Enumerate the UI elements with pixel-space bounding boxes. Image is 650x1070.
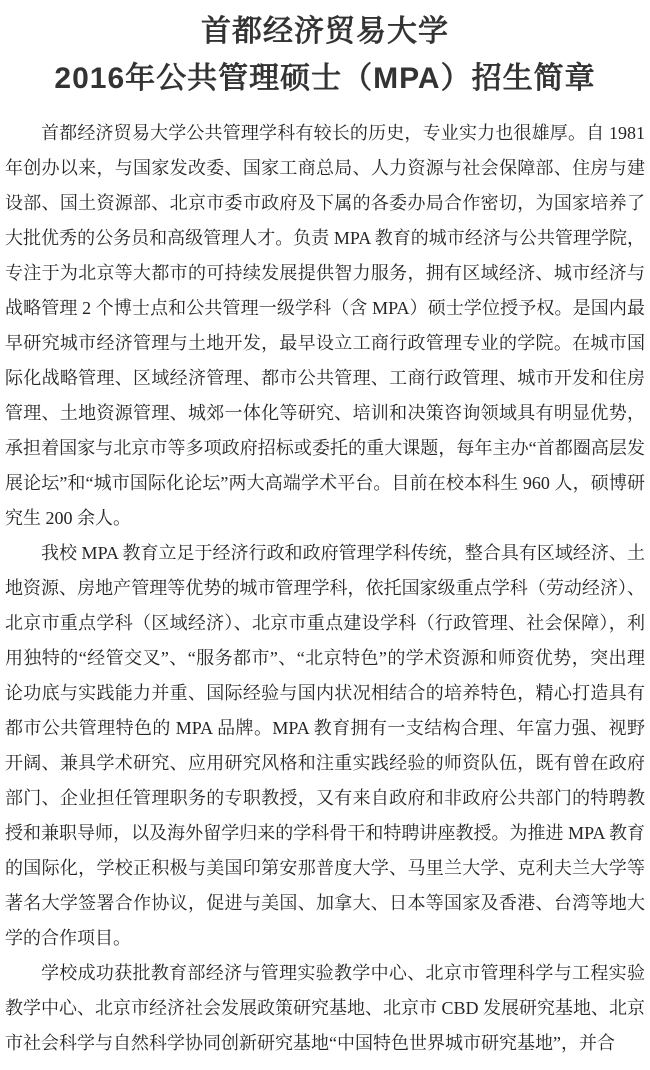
document-title-line2: 2016年公共管理硕士（MPA）招生简章 [54, 62, 596, 95]
document-body [5, 116, 645, 1061]
document-title [5, 8, 645, 102]
document-title-line1: 首都经济贸易大学 [201, 15, 449, 48]
paragraph-research-bases: 学校成功获批教育部经济与管理实验教学中心、北京市管理科学与工程实验教学中心、北京市经济社会发展政策研究基地、北京市 CBD 发展研究基地、北京市社会科学与自然科学协同创新研究基地“中国特色世界城市研究基地”，并合 [5, 963, 646, 1053]
paragraph-history-overview: 首都经济贸易大学公共管理学科有较长的历史，专业实力也很雄厚。自 1981 年创办以来，与国家发改委、国家工商总局、人力资源与社会保障部、住房与建设部、国土资源部、北京市委市政府及下属的各委办局合作密切，为国家培养了大批优秀的公务员和高级管理人才。负责 MPA 教育的城市经济与公共管理学院，专注于为北京等大都市的可持续发展提供智力服务，拥有区域经济、城市经济与战略管理 2 个博士点和公共管理一级学科（含 MPA）硕士学位授予权。是国内最早研究城市经济管理与土地开发，最早设立工商行政管理专业的学院。在城市国际化战略管理、区域经济管理、都市公共管理、工商行政管理、城市开发和住房管理、土地资源管理、城郊一体化等研究、培训和决策咨询领域具有明显优势，承担着国家与北京市等多项政府招标或委托的重大课题，每年主办“首都圈高层发展论坛”和“城市国际化论坛”两大高端学术平台。目前在校本科生 960 人，硕博研究生 200 余人。 [5, 123, 645, 528]
paragraph-mpa-education-features: 我校 MPA 教育立足于经济行政和政府管理学科传统，整合具有区域经济、土地资源、房地产管理等优势的城市管理学科，依托国家级重点学科（劳动经济）、北京市重点学科（区域经济）、北京市重点建设学科（行政管理、社会保障），利用独特的“经管交叉”、“服务都市”、“北京特色”的学术资源和师资优势，突出理论功底与实践能力并重、国际经验与国内状况相结合的培养特色，精心打造具有都市公共管理特色的 MPA 品牌。MPA 教育拥有一支结构合理、年富力强、视野开阔、兼具学术研究、应用研究风格和注重实践经验的师资队伍，既有曾在政府部门、企业担任管理职务的专职教授，又有来自政府和非政府公共部门的特聘教授和兼职导师，以及海外留学归来的学科骨干和特聘讲座教授。为推进 MPA 教育的国际化，学校正积极与美国印第安那普度大学、马里兰大学、克利夫兰大学等著名大学签署合作协议，促进与美国、加拿大、日本等国家及香港、台湾等地大学的合作项目。 [5, 543, 645, 948]
